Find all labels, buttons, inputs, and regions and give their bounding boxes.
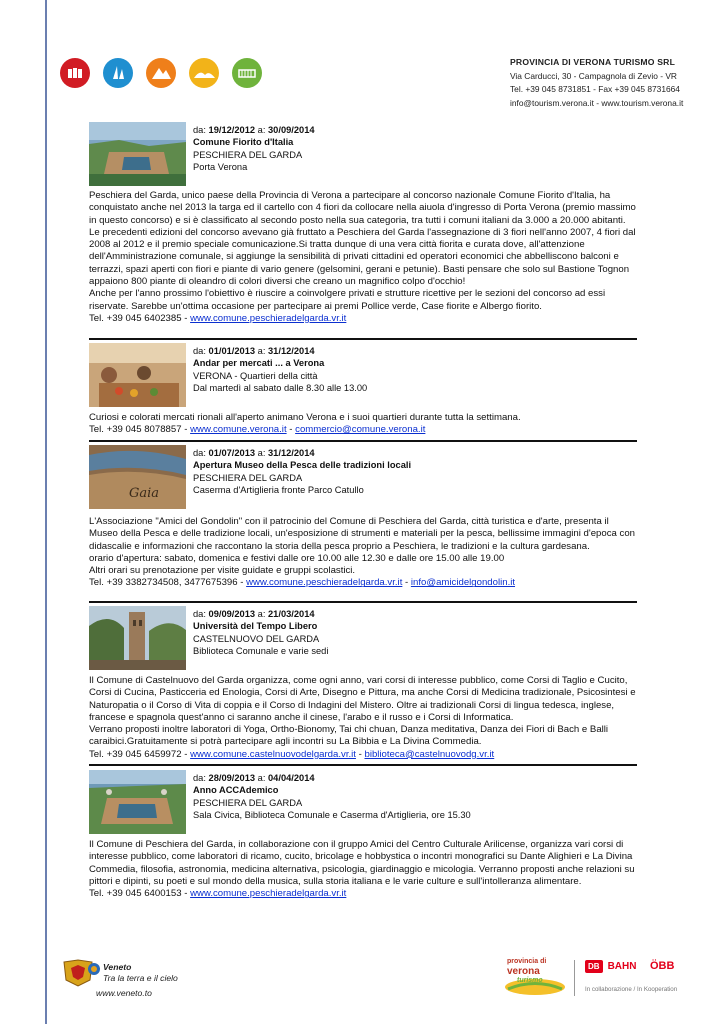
veneto-brand: Veneto — [103, 962, 132, 972]
event-description: Peschiera del Garda, unico paese della Provincia di Verona a partecipare al concorso nazionale Comune Fiorito d'Italia, ha conquistato anche nel 2013 la targa ed il cartello con 4 fiori da collocare nella aiuola d'ingresso di Porta Verona (premio massimo in questo concorso) e si è classificato al secondo posto nella sua categoria, tra tutti i comuni italiani da 3.000 a 20.000 abitanti. Le precedenti edizioni del concorso avevano già fruttato a Peschiera del Garda l'assegnazione di 3 fiori nell'anno 2007, 4 fiori dal 2008 al 2012 e il premio speciale comunicazione.Si tratta dunque di una vera città fiorita e curata dove, all'attenzione dell'Amministrazione comunale, si aggiunge la sensibilità di privati cittadini ed operatori economici che abbelliscono balconi e terrazzi, spazi aperti con fiori e piante di vario genere (gelsomini, gerani e petunie). Basti pensare che solo sul Bastione Tognon appaiono 800 piante di oleandro di colori diversi che creano un magnifico colpo d'occhio! Anche per l'anno prossimo l'obiettivo è riuscire a coinvolgere privati e strutture ricettive per le sezioni del concorso ad essi riservate. Sarebbe un'ottima occasione per partecipare ai premi Pollice verde, Case fiorite e Albergo fiorito. — [89, 190, 636, 312]
event-meta — [193, 608, 328, 658]
date-from: 28/09/2013 — [208, 773, 256, 783]
prov-line-1: provincia di — [507, 958, 547, 965]
event-tel: Tel. +39 045 6400153 - — [89, 888, 191, 900]
event-website-link[interactable]: www.comune.castelnuovodelgarda.vr.it — [190, 748, 356, 760]
event-body — [89, 839, 637, 900]
event-photo-peschiera — [89, 122, 186, 186]
org-name: PROVINCIA DI VERONA TURISMO SRL — [510, 57, 676, 67]
event-contact-line — [89, 424, 637, 436]
link-separator: - — [286, 424, 296, 436]
date-to: 04/04/2014 — [268, 773, 315, 783]
veneto-slogan: Tra la terra e il cielo — [103, 973, 178, 983]
header-contact — [510, 56, 683, 110]
from-label: da: — [193, 346, 206, 356]
event-website-link[interactable]: www.comune.peschieradelgarda.vr.it — [246, 577, 403, 589]
event-venue: Biblioteca Comunale e varie sedi — [193, 646, 329, 657]
event-meta — [193, 124, 315, 174]
date-to: 31/12/2014 — [268, 346, 315, 356]
provincia-text — [507, 958, 546, 985]
hills-icon — [189, 58, 219, 88]
event-tel: Tel. +39 045 6459972 - — [89, 748, 191, 760]
event-place: VERONA - Quartieri della città — [193, 370, 318, 381]
obb-logo: ÖBB — [650, 960, 675, 972]
event-body — [89, 412, 637, 437]
event-email-link[interactable]: info@amicidelgondolin.it — [410, 577, 516, 589]
veneto-brand-text — [103, 962, 178, 984]
mountain-icon — [146, 58, 176, 88]
event-title: Apertura Museo della Pesca delle tradizioni locali — [193, 460, 412, 471]
veneto-star-icon — [88, 962, 100, 980]
event-place: CASTELNUOVO DEL GARDA — [193, 633, 320, 644]
event-meta — [193, 772, 471, 822]
event-contact-line — [89, 577, 637, 589]
date-from: 09/09/2013 — [208, 609, 256, 619]
event-meta — [193, 345, 367, 395]
org-contacts: info@tourism.verona.it - www.tourism.verona.it — [510, 97, 684, 108]
lake-sail-icon — [103, 58, 133, 88]
event-description: Il Comune di Castelnuovo del Garda organizza, come ogni anno, vari corsi di interesse pubblico, come Corsi di Taglio e Cucito, Corsi di Cucina, Pasticceria ed Enologia, Corsi di Arte, Disegno e Pittura, ma anche Corsi di Medicina tradizionale, Psicosintesi e Naturopatia o il Corso di Vita di coppia e il Corso di Indagini del Mistero. Oltre ai tradizionali Corsi di lingua tedesca, inglese, francese e spagnola quest'anno ci saranno anche il cinese, l'arabo e il russo e i Corsi di Informatica. Verrano proposti inoltre laboratori di Yoga, Ortho-Bionomy, Tai chi chuan, Danza meditativa, Danza dei Fiori di Bach e Balli caraibici.Gratuitamente si potrà partecipare agli incontri su La Bibbia e La Divina Commedia. — [89, 675, 636, 748]
event-venue: Sala Civica, Biblioteca Comunale e Caserma d'Artiglieria, ore 15.30 — [193, 810, 471, 821]
event-website-link[interactable]: www.comune.peschieradelgarda.vr.it — [190, 888, 347, 900]
from-label: da: — [193, 609, 206, 619]
to-label: a: — [257, 773, 266, 783]
date-to: 31/12/2014 — [268, 448, 315, 458]
event-venue: Caserma d'Artiglieria fronte Parco Catullo — [193, 485, 364, 496]
separator-rule — [89, 440, 637, 442]
event-venue: Porta Verona — [193, 162, 248, 173]
event-photo-market — [89, 343, 186, 407]
event-email-link[interactable]: commercio@comune.verona.it — [295, 424, 426, 436]
date-from: 19/12/2012 — [208, 125, 256, 135]
from-label: da: — [193, 448, 206, 458]
event-title: Andar per mercati ... a Verona — [193, 358, 325, 369]
event-photo-castelnuovo — [89, 606, 186, 670]
header-icons — [60, 58, 262, 88]
prov-line-3: turismo — [517, 977, 543, 984]
event-body — [89, 516, 637, 590]
event-contact-line — [89, 749, 637, 761]
date-to: 30/09/2014 — [268, 125, 315, 135]
event-place: PESCHIERA DEL GARDA — [193, 472, 303, 483]
date-to: 21/03/2014 — [268, 609, 315, 619]
date-from: 01/01/2013 — [208, 346, 256, 356]
link-separator: - — [402, 577, 411, 589]
event-place: PESCHIERA DEL GARDA — [193, 149, 303, 160]
from-label: da: — [193, 125, 206, 135]
separator-rule — [89, 338, 637, 340]
event-description: Curiosi e colorati mercati rionali all'aperto animano Verona e i suoi quartieri durante tutta la settimana. — [89, 412, 521, 423]
event-website-link[interactable]: www.comune.peschieradelgarda.vr.it — [190, 312, 347, 324]
footer-divider — [574, 960, 575, 996]
veneto-url: www.veneto.to — [96, 988, 152, 998]
event-title: Anno ACCAdemico — [193, 785, 279, 796]
db-box: DB — [585, 960, 603, 973]
org-address: Via Carducci, 30 - Campagnola di Zevio - VR — [510, 70, 677, 81]
separator-rule — [89, 764, 637, 766]
event-photo-peschiera-aerial — [89, 770, 186, 834]
event-title: Comune Fiorito d'Italia — [193, 137, 294, 148]
separator-rule — [89, 601, 637, 603]
event-tel: Tel. +39 3382734508, 3477675396 - — [89, 577, 247, 589]
svg-text:Gaia: Gaia — [129, 486, 160, 501]
to-label: a: — [257, 346, 266, 356]
plain-fields-icon — [232, 58, 262, 88]
event-description: Il Comune di Peschiera del Garda, in collaborazione con il gruppo Amici del Centro Culturale Arilicense, organizza vari corsi di interesse pubblico, come laboratori di ricamo, cucito, bricolage e hobbystica o incontri monografici su Dante Alighieri e La Divina Commedia, filosofia, astronomia, medicina alternativa, psicologia, giardinaggio e micologia. Verranno proposti anche relazioni su pittori e dipinti, su poeti e sul mondo della musica, sulla storia italiana e le varie culture e sull'intolleranza alimentare. — [89, 839, 635, 887]
event-description: L'Associazione "Amici del Gondolin" con il patrocinio del Comune di Peschiera del Garda, città turistica e d'arte, presenta il Museo della Pesca e delle tradizione locali, un'esposizione di strumenti e materiali per la pesca, bellissime immagini d'epoca con didascalie e informazioni che raccontano la storia della pesca proprio a Peschiera, le tradizioni e la cultura gardesana. orario d'apertura: sabato, domenica e festivi dalle ore 10.00 alle 12.30 e dalle ore 15.00 alle 19.00 Altri orari su prenotazione per visite guidate e gruppi scolastici. — [89, 516, 635, 577]
event-venue: Dal martedì al sabato dalle 8.30 alle 13.00 — [193, 383, 368, 394]
date-from: 01/07/2013 — [208, 448, 256, 458]
prov-line-2: verona — [507, 966, 540, 977]
event-contact-line — [89, 313, 637, 325]
db-bahn-logo — [585, 960, 636, 973]
event-meta — [193, 447, 411, 497]
link-separator: - — [355, 748, 365, 760]
to-label: a: — [257, 448, 266, 458]
to-label: a: — [257, 125, 266, 135]
event-contact-line — [89, 888, 637, 900]
event-photo-fishing-boat — [89, 445, 186, 509]
org-phone: Tel. +39 045 8731851 - Fax +39 045 8731664 — [510, 84, 680, 94]
from-label: da: — [193, 773, 206, 783]
event-tel: Tel. +39 045 8078857 - — [89, 424, 191, 436]
to-label: a: — [257, 609, 266, 619]
culture-icon — [60, 58, 90, 88]
cooperation-text: In collaborazione / In Kooperation — [585, 986, 678, 993]
event-place: PESCHIERA DEL GARDA — [193, 797, 303, 808]
event-email-link[interactable]: biblioteca@castelnuovodg.vr.it — [364, 748, 495, 760]
event-title: Università del Tempo Libero — [193, 621, 318, 632]
event-body — [89, 190, 637, 325]
event-tel: Tel. +39 045 6402385 - — [89, 312, 191, 324]
left-margin-line — [45, 0, 47, 1024]
db-text: BAHN — [607, 961, 637, 972]
event-body — [89, 675, 637, 761]
event-website-link[interactable]: www.comune.verona.it — [190, 424, 287, 436]
